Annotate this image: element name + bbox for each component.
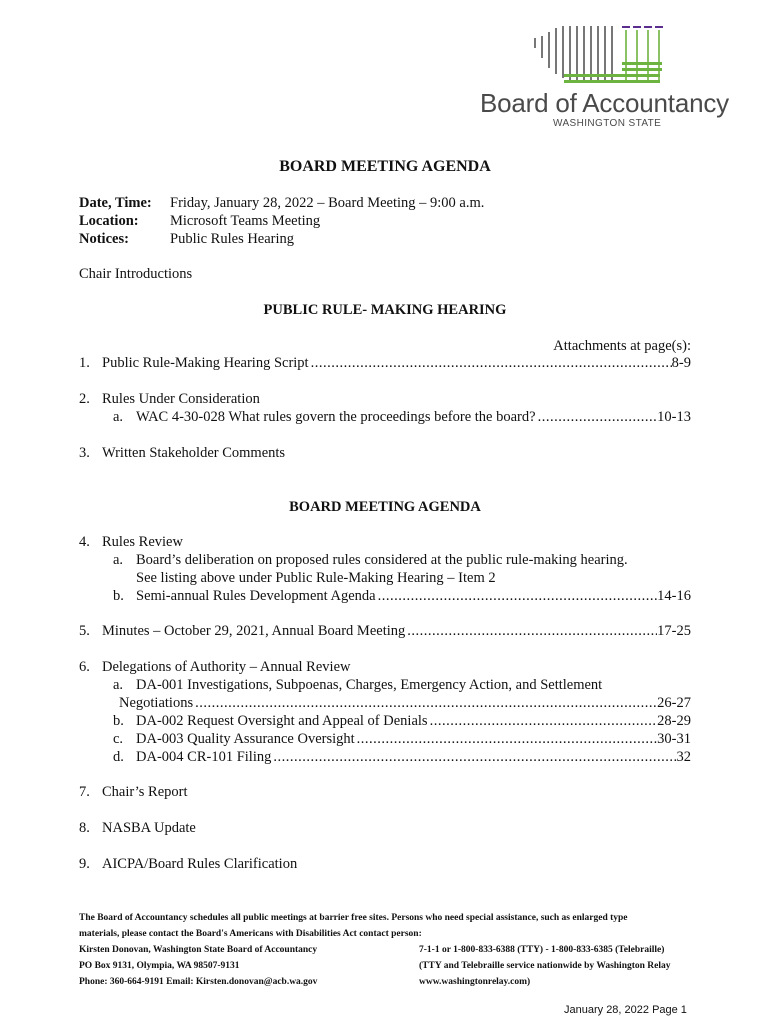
logo-subtitle: WASHINGTON STATE: [553, 118, 662, 129]
agenda-item-4b: b. Semi-annual Rules Development Agenda ..... 14-16: [113, 588, 691, 605]
agenda-item-4a-note: See listing above under Public Rule-Making Hearing – Item 2: [136, 570, 496, 586]
agenda-item-1: 1. Public Rule-Making Hearing Script ..... 8-9: [79, 355, 691, 372]
location-label: Location:: [79, 213, 139, 229]
date-time-value: Friday, January 28, 2022 – Board Meeting – 9:00 a.m.: [170, 195, 485, 211]
contact-phone-email: Phone: 360-664-9191 Email: Kirsten.donovan@acb.wa.gov: [79, 977, 318, 987]
attachments-header: Attachments at page(s):: [553, 338, 691, 354]
agenda-item-6a-cont: Negotiations ..... 26-27: [119, 695, 691, 712]
notices-label: Notices:: [79, 231, 129, 247]
agenda-item-2a: a. WAC 4-30-028 What rules govern the proceedings before the board? ..... 10-13: [113, 409, 691, 426]
accessibility-notice-line2: materials, please contact the Board's Americans with Disabilities Act contact person:: [79, 929, 422, 939]
chair-introductions: Chair Introductions: [79, 266, 193, 282]
agenda-item-9: 9. AICPA/Board Rules Clarification: [79, 856, 298, 872]
agenda-item-6a: a. DA-001 Investigations, Subpoenas, Charges, Emergency Action, and Settlement: [113, 677, 603, 693]
relay-service: (TTY and Telebraille service nationwide by Washington Relay: [419, 961, 671, 971]
agenda-item-6: 6. Delegations of Authority – Annual Review: [79, 659, 351, 675]
logo-title: Board of Accountancy: [480, 88, 729, 118]
relay-website: www.washingtonrelay.com): [419, 977, 531, 987]
contact-address: PO Box 9131, Olympia, WA 98507-9131: [79, 961, 240, 971]
accessibility-notice-line1: The Board of Accountancy schedules all public meetings at barrier free sites. Persons who need special assistance, such as enlarged type: [79, 913, 628, 923]
page-footer: January 28, 2022 Page 1: [564, 1004, 687, 1016]
notices-value: Public Rules Hearing: [170, 231, 295, 247]
agenda-item-3: 3. Written Stakeholder Comments: [79, 445, 286, 461]
agenda-item-7: 7. Chair’s Report: [79, 784, 188, 800]
agenda-item-4: 4. Rules Review: [79, 534, 183, 550]
agenda-item-6c: c. DA-003 Quality Assurance Oversight ..... 30-31: [113, 731, 691, 748]
section-public-rule-making-title: PUBLIC RULE- MAKING HEARING: [263, 302, 507, 318]
agenda-item-8: 8. NASBA Update: [79, 820, 196, 836]
section-board-meeting-title: BOARD MEETING AGENDA: [289, 499, 481, 515]
agenda-item-2: 2. Rules Under Consideration: [79, 391, 260, 407]
agenda-item-6b: b. DA-002 Request Oversight and Appeal of Denials ..... 28-29: [113, 713, 691, 730]
location-value: Microsoft Teams Meeting: [170, 213, 321, 229]
agenda-item-4a: a. Board’s deliberation on proposed rules considered at the public rule-making hearing.: [113, 552, 628, 568]
document-title: BOARD MEETING AGENDA: [279, 158, 491, 175]
tty-numbers: 7-1-1 or 1-800-833-6388 (TTY) - 1-800-833-6385 (Telebraille): [419, 945, 665, 955]
agenda-item-5: 5. Minutes – October 29, 2021, Annual Board Meeting ..... 17-25: [79, 623, 691, 640]
contact-name: Kirsten Donovan, Washington State Board of Accountancy: [79, 945, 318, 955]
date-time-label: Date, Time:: [79, 195, 152, 211]
agenda-item-6d: d. DA-004 CR-101 Filing ..... 32: [113, 749, 691, 766]
